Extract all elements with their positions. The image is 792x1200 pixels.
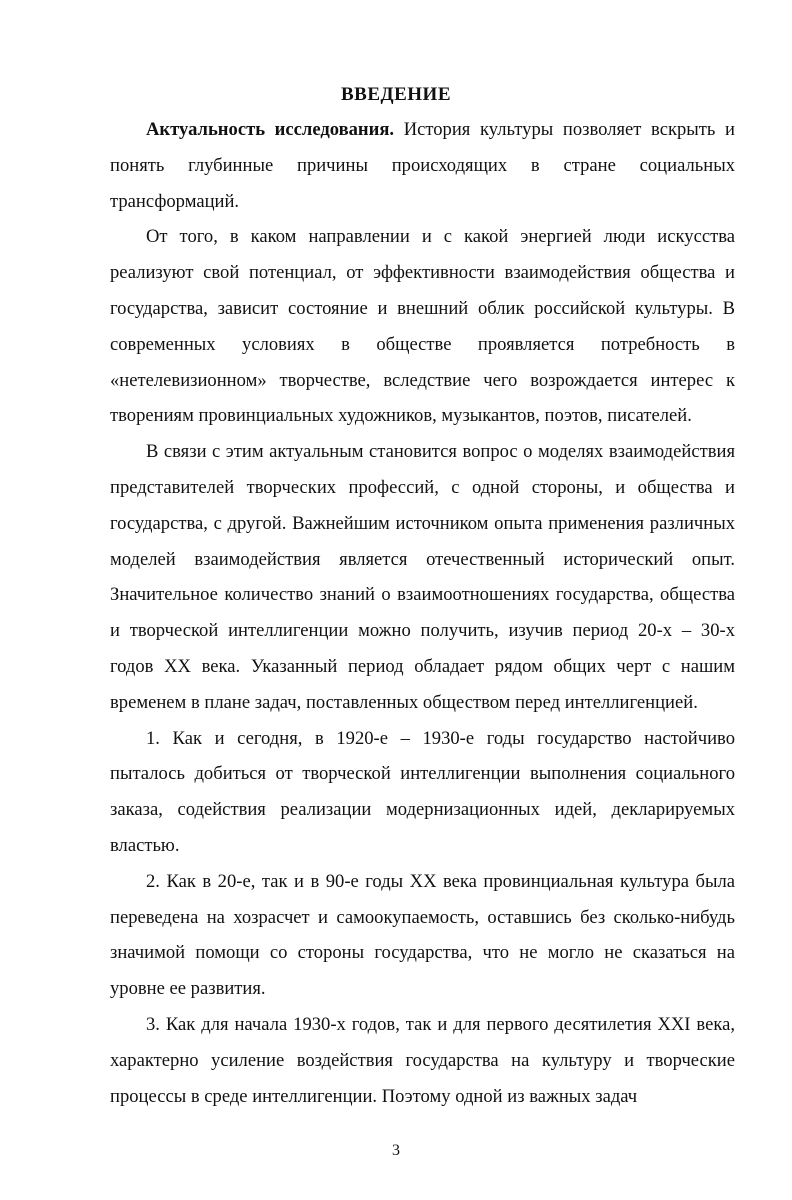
paragraph: В связи с этим актуальным становится вопрос о моделях взаимодействия представителей творческих профессий, с одной стороны, и общества и государства, с другой. Важнейшим источником опыта применения различных моделей взаимодействия является отечественный исторический опыт. Значительное количество знаний о взаимоотношениях государства, общества и творческой интеллигенции можно получить, изучив период 20-х – 30-х годов XX века. Указанный период обладает рядом общих черт с нашим временем в плане задач, поставленных обществом перед интеллигенцией. — [110, 441, 735, 713]
page-title: ВВЕДЕНИЕ — [341, 84, 451, 105]
numbered-paragraph: 3. Как для начала 1930-х годов, так и для первого десятилетия XXI века, характерно усиление воздействия государства на культуру и творческие процессы в среде интеллигенции. Поэтому одной из важных задач — [110, 1013, 735, 1107]
intro-paragraph — [110, 112, 735, 219]
numbered-paragraph: 2. Как в 20-е, так и в 90-е годы XX века провинциальная культура была переведена на хозрасчет и самоокупаемость, оставшись без сколько-нибудь значимой помощи со стороны государства, что не могло не сказаться на уровне ее развития. — [110, 870, 735, 1000]
body-text — [110, 112, 735, 1114]
numbered-paragraph: 1. Как и сегодня, в 1920-е – 1930-е годы государство настойчиво пыталось добиться от творческой интеллигенции выполнения социального заказа, содействия реализации модернизационных идей, декларируемых властью. — [110, 727, 735, 856]
intro-text: История культуры позволяет вскрыть и понять глубинные причины происходящих в стране социальных трансформаций. — [110, 119, 735, 212]
page-number: 3 — [392, 1142, 400, 1159]
paragraph: От того, в каком направлении и с какой энергией люди искусства реализуют свой потенциал, от эффективности взаимодействия общества и государства, зависит состояние и внешний облик российской культуры. В современных условиях в обществе проявляется потребность в «нетелевизионном» творчестве, вследствие чего возрождается интерес к творениям провинциальных художников, музыкантов, поэтов, писателей. — [110, 226, 735, 427]
intro-lead: Актуальность исследования. — [146, 119, 395, 140]
